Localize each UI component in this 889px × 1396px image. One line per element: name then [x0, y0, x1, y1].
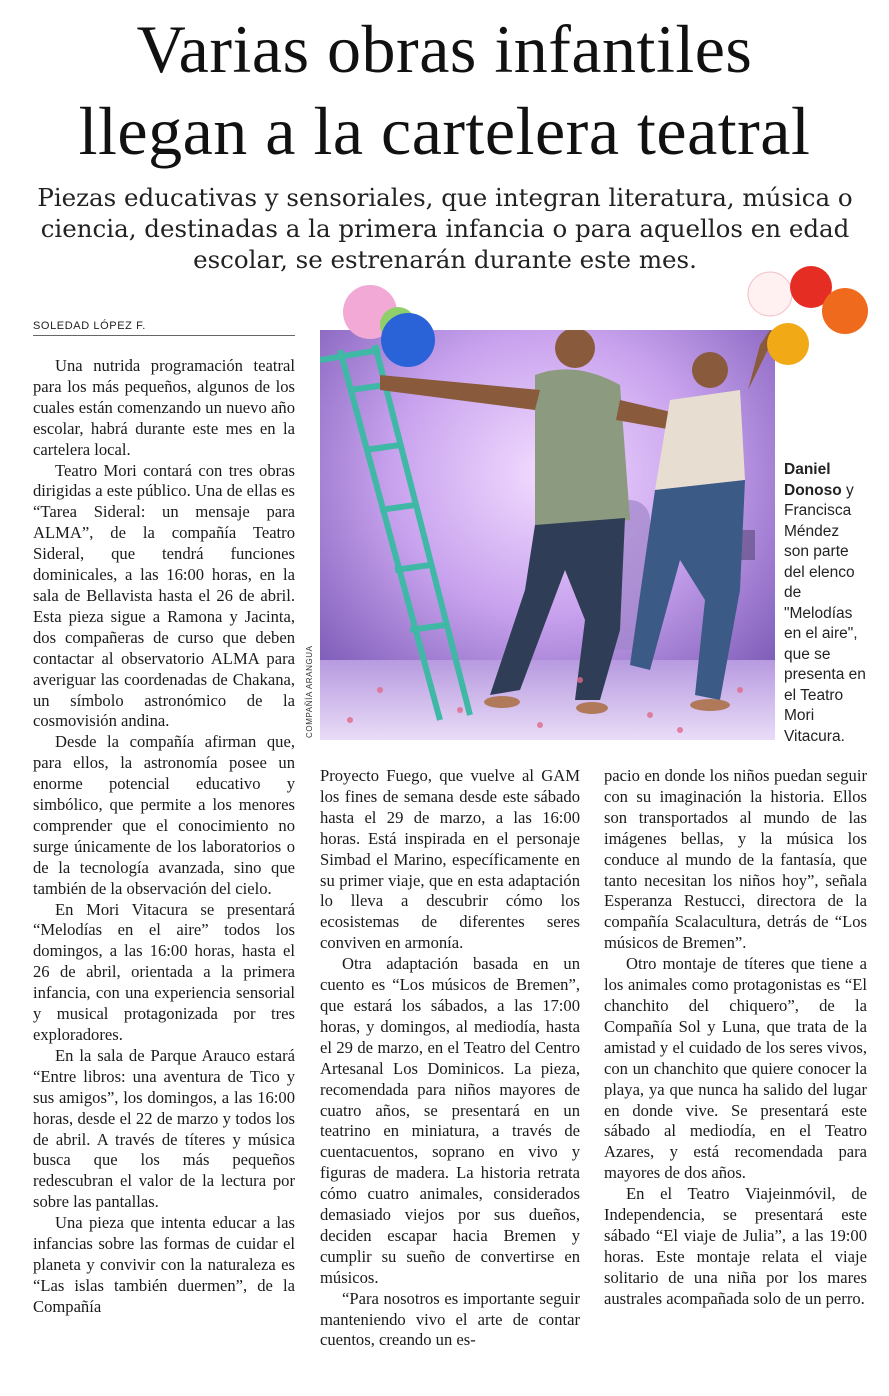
balloon-orange — [822, 288, 868, 334]
photo-credit: COMPAÑÍA ARANGUA — [305, 645, 314, 738]
paragraph: “Para nosotros es importante seguir manteniendo vivo el arte de contar cuentos, creando un es- — [320, 1288, 580, 1350]
paragraph: Otro montaje de títeres que tiene a los animales como protagonistas es “El chanchito del chiquero”, de la Compañía Sol y Luna, que trata de la amistad y el cuidado de los seres vivos, con un chanchito que quiere conocer la playa, ya que nunca ha salido del lugar en donde vive. Se presentará este sábado al mediodía, en el Teatro Azares, y está recomendada para mayores de dos años. — [604, 954, 867, 1183]
paragraph: pacio en donde los niños puedan seguir con su imaginación la historia. Ellos son transportados al mundo de las imágenes bellas, y la música los conduce al mundo de la fantasía, que tanto necesitan los niños hoy”, señala Esperanza Restucci, directora de la compañía Scalacultura, detrás de “Los músicos de Bremen”. — [604, 766, 867, 953]
paragraph: En el Teatro Viajeinmóvil, de Independencia, se presentará este sábado “El viaje de Julia”, a las 19:00 horas. Este montaje relata el viaje solitario de una niña por los mares australes acompañada solo de un perro. — [604, 1184, 867, 1308]
article-column-1 — [33, 356, 295, 1318]
stage-photo — [320, 330, 775, 740]
byline: SOLEDAD LÓPEZ F. — [33, 320, 295, 336]
headline-line-1: Varias obras infantiles — [136, 11, 753, 87]
paragraph: Desde la compañía afirman que, para ellos, la astronomía posee un enorme potencial educativo y simbólico, que permite a los menores comprender que el conocimiento no surge únicamente de los laboratorios o de la tecnología avanzada, sino que también de la observación del cielo. — [33, 732, 295, 898]
paragraph: Otra adaptación basada en un cuento es “Los músicos de Bremen”, que estará los sábados, a las 17:00 horas, y domingos, al mediodía, hasta el 29 de marzo, en el Teatro del Centro Artesanal Los Dominicos. La pieza, recomendada para niños mayores de cuatro años, se presentará en un teatrino en miniatura, a través de cuentacuentos, soprano en vivo y figuras de madera. La historia retrata cómo cuatro animales, considerados demasiado viejos por sus dueños, deciden escapar hacia Bremen y cumplir su sueño de convertirse en músicos. — [320, 954, 580, 1287]
stage-photo-illustration — [320, 330, 775, 740]
paragraph: Una nutrida programación teatral para los más pequeños, algunos de los cuales están comenzando un nuevo año escolar, habrá durante este mes en la cartelera local. — [33, 356, 295, 459]
paragraph: Una pieza que intenta educar a las infancias sobre las formas de cuidar el planeta y convivir con la naturaleza es “Las islas también duermen”, de la Compañía — [33, 1213, 295, 1316]
headline-line-2: llegan a la cartelera teatral — [78, 93, 811, 169]
paragraph: Proyecto Fuego, que vuelve al GAM los fines de semana desde este sábado hasta el 29 de marzo, a las 16:00 horas. Está inspirada en el personaje Simbad el Marino, específicamente en su primer viaje, que en esta adaptación lo lleva a descubrir cómo los ecosistemas de diferentes seres conviven en armonía. — [320, 766, 580, 953]
caption-names: Daniel Donoso — [784, 461, 842, 499]
article-column-2 — [320, 766, 580, 1351]
photo-caption — [784, 460, 866, 747]
caption-text: y Francisca Méndez son parte del elenco de "Melodías en el aire", que se presenta en el Teatro Mori Vitacura. — [784, 481, 866, 745]
paragraph: En Mori Vitacura se presentará “Melodías en el aire” todos los domingos, a las 16:00 horas, hasta el 26 de abril, orientada a la primera infancia, con una experiencia sensorial y musical protagonizada por tres exploradores. — [33, 899, 295, 1044]
paragraph: Teatro Mori contará con tres obras dirigidas a este público. Una de ellas es “Tarea Sideral: un mensaje para ALMA”, de la compañía Teatro Sideral, que tendrá funciones dominicales, a las 16:00 horas, en la sala de Bellavista hasta el 26 de abril. Esta pieza sigue a Ramona y Jacinta, dos compañeras de curso que deben contactar al observatorio ALMA para averiguar las coordenadas de Chakana, un símbolo astronómico de la cosmovisión andina. — [33, 460, 295, 731]
article-column-3 — [604, 766, 867, 1310]
paragraph: En la sala de Parque Arauco estará “Entre libros: una aventura de Tico y sus amigos”, los domingos, a las 16:00 horas, desde el 22 de marzo y todos los de abril. A través de títeres y música busca que los más pequeños redescubran el valor de la lectura por sobre las pantallas. — [33, 1045, 295, 1212]
headline — [0, 8, 889, 172]
deck-subtitle: Piezas educativas y sensoriales, que integran literatura, música o ciencia, destinadas a la primera infancia o para aquellos en edad escolar, se estrenarán durante este mes. — [37, 183, 853, 274]
balloon-white — [748, 272, 792, 316]
